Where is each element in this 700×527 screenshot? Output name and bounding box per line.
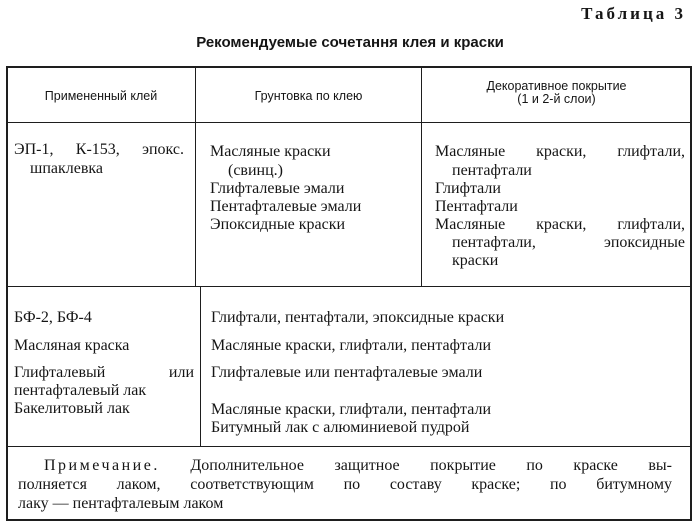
note-line-2: полняется лаком, соответствующим по составу краске; по битумному [18, 476, 672, 493]
glue-item: Масляная краска [14, 337, 130, 354]
header-coating-title: Декоративное покрытие [486, 79, 627, 93]
coating-item: Масляные краски, глифтали, [435, 143, 685, 160]
glue-ep1-line2: шпаклевка [30, 160, 104, 177]
column-divider-1 [195, 67, 196, 286]
note-divider [6, 446, 692, 447]
note-label: Примечание. [44, 457, 160, 474]
note-text-1: Дополнительное защитное покрытие по краске вы- [190, 457, 673, 474]
coating-item: Глифтали [435, 180, 501, 197]
header-primer: Грунтовка по клею [254, 89, 363, 103]
note-line-3: лаку — пентафталевым лаком [18, 495, 224, 512]
glue-item: Бакелитовый лак [14, 400, 130, 417]
coating-item: краски [452, 252, 499, 269]
table-frame [6, 66, 692, 521]
coating-item: Глифталевые или пентафталевые эмали [211, 364, 483, 381]
column-divider-lower [200, 287, 201, 446]
primer-item: (свинц.) [228, 162, 283, 179]
header-coating-layers: (1 и 2-й слои) [517, 92, 596, 106]
glue-item: пентафталевый лак [14, 382, 147, 399]
glue-item: БФ-2, БФ-4 [14, 309, 92, 326]
section-divider [6, 286, 692, 287]
column-divider-2 [421, 67, 422, 286]
glue-item: Глифталевый или [14, 364, 194, 381]
header-divider [6, 122, 692, 123]
coating-item: Масляные краски, глифтали, пентафтали [211, 401, 491, 418]
table-number: Таблица 3 [581, 4, 686, 23]
header-applied-glue: Примененный клей [44, 89, 158, 103]
note-line-1 [18, 456, 672, 475]
coating-item: Масляные краски, глифтали, [435, 216, 685, 233]
primer-item: Масляные краски [210, 143, 331, 160]
primer-item: Глифталевые эмали [210, 180, 345, 197]
glue-ep1-line1: ЭП-1, К-153, эпокс. [14, 141, 184, 158]
coating-item: Битумный лак с алюминиевой пудрой [211, 419, 470, 436]
coating-item: Масляные краски, глифтали, пентафтали [211, 337, 491, 354]
table-note [18, 456, 672, 513]
coating-item: Глифтали, пентафтали, эпоксидные краски [211, 309, 505, 326]
primer-item: Пентафталевые эмали [210, 198, 362, 215]
coating-item: пентафтали [452, 162, 532, 179]
primer-item: Эпоксидные краски [210, 216, 346, 233]
table-caption: Рекомендуемые сочетання клея и краски [196, 34, 504, 51]
coating-item: пентафтали, эпоксидные [452, 234, 685, 251]
header-decorative-coating [423, 80, 690, 106]
coating-item: Пентафтали [435, 198, 518, 215]
